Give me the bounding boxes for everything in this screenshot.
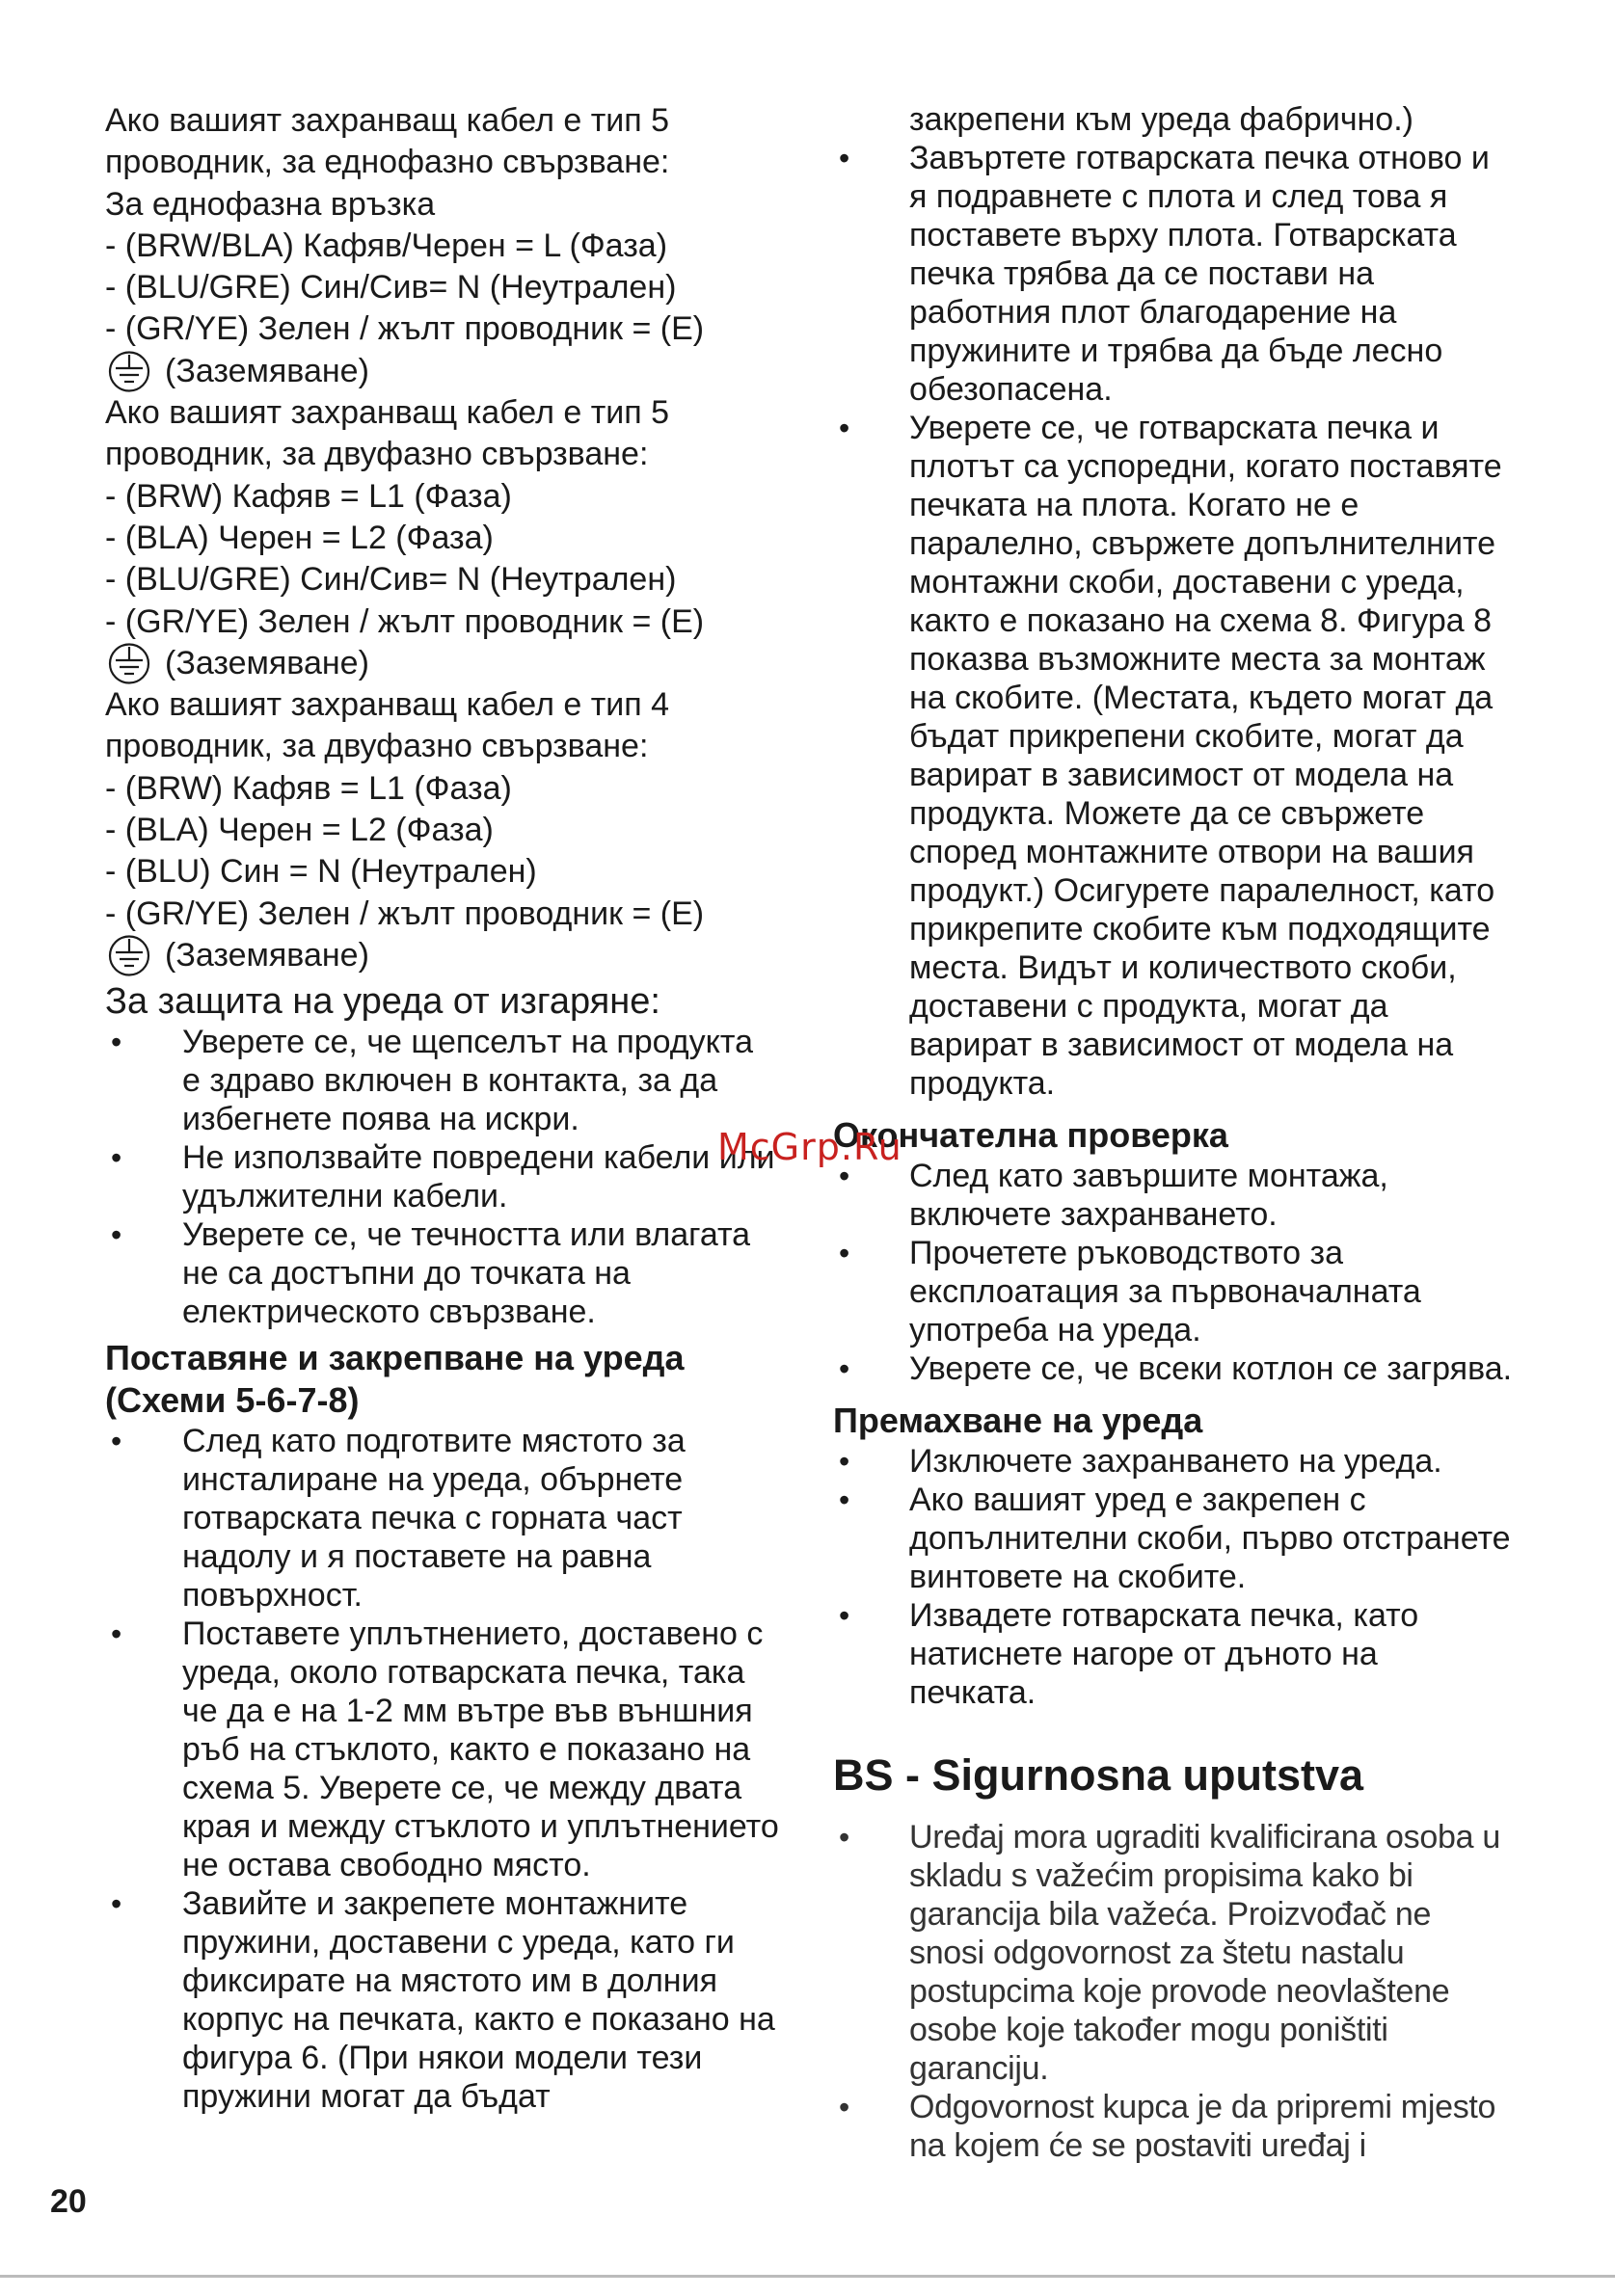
list-item-text: Прочетете ръководството за експлоатация за първоначалната употреба на уреда. xyxy=(909,1235,1421,1348)
list-item xyxy=(105,1023,780,1138)
ground-label: (Заземяване) xyxy=(165,645,369,681)
list-item-text: Уверете се, че щепселът на продукта е здраво включен в контакта, за да избегнете поява на искри. xyxy=(182,1024,753,1138)
final-check-list xyxy=(833,1157,1513,1388)
ground-label: (Заземяване) xyxy=(165,352,369,389)
removal-list xyxy=(833,1442,1513,1712)
list-item xyxy=(833,1349,1513,1388)
bullet-icon: • xyxy=(839,141,850,175)
text-line: - (BLU) Син = N (Неутрален) xyxy=(105,853,537,891)
bullet-icon: • xyxy=(111,1025,122,1060)
list-item xyxy=(833,1442,1513,1481)
page-number: 20 xyxy=(50,2183,87,2220)
list-item-text: Uređaj mora ugraditi kvalificirana osoba u skladu s važećim propisima kako bi garancija bila važeća. Proizvođač ne snosi odgovornost za štetu nastalu postupcima koje provode neovlaštene osobe koje također mogu poništiti garanciju. xyxy=(909,1819,1500,2087)
text-line: - (BRW) Кафяв = L1 (Фаза) xyxy=(105,477,512,515)
protect-heading: За защита на уреда от изгаряне: xyxy=(105,981,660,1023)
list-item-text: След като завършите монтажа, включете захранването. xyxy=(909,1158,1388,1233)
list-item xyxy=(105,1138,780,1215)
list-item-text: Odgovornost kupca je da pripremi mjesto na kojem će se postaviti uređaj i xyxy=(909,2089,1496,2164)
list-item xyxy=(105,1884,780,2116)
list-item xyxy=(833,2088,1513,2165)
list-item-text: След като подготвите мястото за инсталиране на уреда, обърнете готварската печка с горната част надолу и я поставете на равна повърхност. xyxy=(182,1423,686,1615)
protect-list xyxy=(105,1023,780,1331)
text-line: - (GR/YE) Зелен / жълт проводник = (E) xyxy=(105,894,705,932)
bullet-icon: • xyxy=(839,2090,849,2124)
bullet-icon: • xyxy=(111,1616,122,1652)
text-line: За еднофазна връзка xyxy=(105,185,436,223)
bullet-icon: • xyxy=(839,1598,850,1633)
ground-symbol-icon xyxy=(105,351,153,392)
text-line: Ако вашият захранващ кабел е тип 4 xyxy=(105,686,670,724)
text-line: проводник, за двуфазно свързване: xyxy=(105,436,649,473)
bs-list xyxy=(833,1818,1513,2165)
text-line: проводник, за двуфазно свързване: xyxy=(105,728,649,765)
list-item xyxy=(833,139,1513,409)
list-item xyxy=(105,1615,780,1884)
bottom-divider xyxy=(0,2275,1615,2278)
list-item xyxy=(833,1157,1513,1234)
bs-heading: BS - Sigurnosna uputstva xyxy=(833,1750,1364,1800)
text-line: - (BLU/GRE) Син/Сив= N (Неутрален) xyxy=(105,269,677,307)
list-item xyxy=(833,409,1513,1103)
final-check-heading: Окончателна проверка xyxy=(833,1115,1228,1155)
text-line: Ако вашият захранващ кабел е тип 5 xyxy=(105,102,670,139)
bullet-icon: • xyxy=(111,1886,122,1922)
wiring-block-1 xyxy=(105,100,780,392)
text-line: - (BLA) Черен = L2 (Фаза) xyxy=(105,519,494,556)
mount-list-continued xyxy=(833,139,1513,1103)
list-item-text: Ако вашият уред е закрепен с допълнителни скоби, първо отстранете винтовете на скобите. xyxy=(909,1482,1511,1595)
bullet-icon: • xyxy=(111,1217,122,1253)
list-item-text: Уверете се, че течността или влагата не са достъпни до точката на електрическото свързване. xyxy=(182,1216,751,1331)
ground-line xyxy=(105,935,780,976)
ground-line xyxy=(105,351,780,392)
ground-label: (Заземяване) xyxy=(165,937,369,974)
bullet-icon: • xyxy=(111,1140,122,1176)
list-item-text: Не използвайте повредени кабели или удължителни кабели. xyxy=(182,1139,775,1215)
list-item-text: Уверете се, че всеки котлон се загрява. xyxy=(909,1350,1513,1387)
bullet-icon: • xyxy=(839,1236,850,1270)
bullet-icon: • xyxy=(839,411,850,445)
ground-symbol-icon xyxy=(105,643,153,684)
watermark: McGrp.Ru xyxy=(717,1126,902,1168)
removal-heading: Премахване на уреда xyxy=(833,1401,1203,1440)
text-line: - (BRW) Кафяв = L1 (Фаза) xyxy=(105,769,512,807)
text-line: - (BRW/BLA) Кафяв/Черен = L (Фаза) xyxy=(105,227,668,264)
wiring-block-2 xyxy=(105,392,780,684)
list-item xyxy=(833,1818,1513,2088)
wiring-block-3 xyxy=(105,684,780,976)
list-item-text: Уверете се, че готварската печка и плотът са успоредни, когато поставяте печката на плота. Когато не е паралелно, свържете допълнителните монтажни скоби, доставени с уреда, както е показано на схема 8. Фигура 8 показва възможните места за монтаж на скобите. (Местата, където могат да бъдат прикрепени скобите, могат да варират в зависимост от модела на продукта. Можете да се свържете според монтажните отвори на вашия продукт.) Осигурете паралелност, като прикрепите скобите към подходящите места. Видът и количеството скоби, доставени с продукта, могат да варират в зависимост от модела на продукта. xyxy=(909,410,1502,1102)
bullet-icon: • xyxy=(839,1820,849,1855)
text-line: - (GR/YE) Зелен / жълт проводник = (E) xyxy=(105,310,705,348)
mount-heading: Поставяне и закрепване на уреда (Схеми 5-6-7-8) xyxy=(105,1338,685,1421)
text-line: Ако вашият захранващ кабел е тип 5 xyxy=(105,394,670,432)
list-item-text: Завъртете готварската печка отново и я подравнете с плота и след това я поставете върху плота. Готварската печка трябва да се постави на работния плот благодарение на пружините и трябва да бъде лесно обезопасена. xyxy=(909,140,1490,408)
text-line: - (BLA) Черен = L2 (Фаза) xyxy=(105,812,494,849)
list-item-text: Извадете готварската печка, като натиснете нагоре от дъното на печката. xyxy=(909,1597,1419,1711)
bullet-icon: • xyxy=(839,1444,850,1479)
bullet-icon: • xyxy=(839,1351,850,1386)
bullet-icon: • xyxy=(839,1482,850,1517)
left-column xyxy=(105,100,780,2116)
list-item xyxy=(833,1234,1513,1349)
list-item-text: Завийте и закрепете монтажните пружини, доставени с уреда, като ги фиксирате на мястото им в долния корпус на печката, както е показано на фигура 6. (При някои модели тези пружини могат да бъдат xyxy=(182,1885,775,2116)
bullet-icon: • xyxy=(839,1159,850,1193)
list-item-text: Изключете захранването на уреда. xyxy=(909,1443,1442,1480)
continuation-text: закрепени към уреда фабрично.) xyxy=(909,101,1413,138)
right-column xyxy=(833,100,1513,2165)
mount-list xyxy=(105,1422,780,2116)
list-item xyxy=(833,1481,1513,1596)
text-line: - (BLU/GRE) Син/Сив= N (Неутрален) xyxy=(105,561,677,599)
list-item xyxy=(833,1596,1513,1712)
list-item xyxy=(105,1215,780,1331)
text-line: - (GR/YE) Зелен / жълт проводник = (E) xyxy=(105,602,705,640)
ground-line xyxy=(105,643,780,684)
list-item-text: Поставете уплътнението, доставено с уреда, около готварската печка, така че да е на 1-2 мм вътре във външния ръб на стъклото, както е показано на схема 5. Уверете се, че между двата края и между стъклото и уплътнението не остава свободно място. xyxy=(182,1615,779,1884)
list-item xyxy=(105,1422,780,1615)
ground-symbol-icon xyxy=(105,935,153,976)
bullet-icon: • xyxy=(111,1424,122,1459)
text-line: проводник, за еднофазно свързване: xyxy=(105,144,670,181)
